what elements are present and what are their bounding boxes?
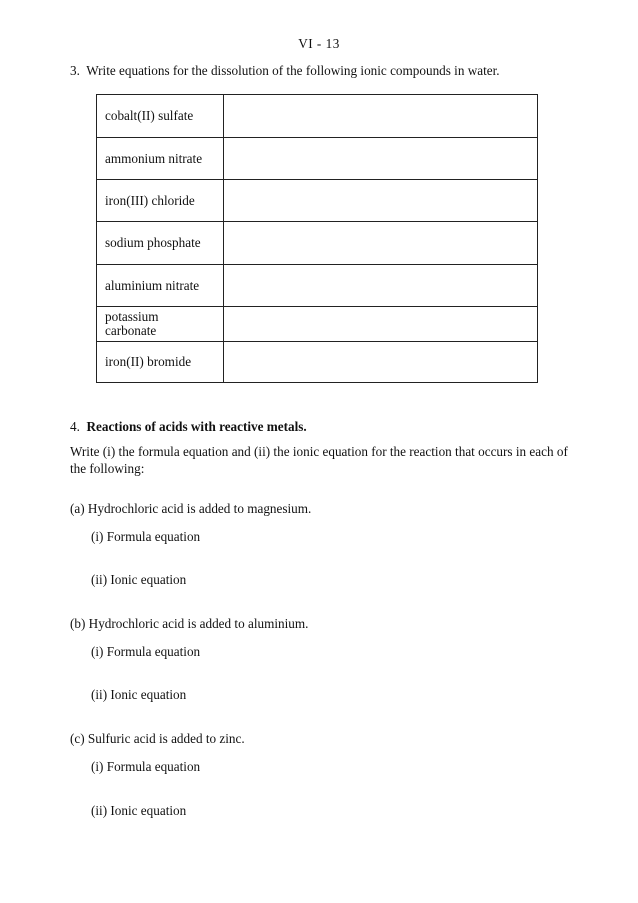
compound-name-text: potassium carbonate — [105, 309, 159, 338]
page-number: VI - 13 — [298, 36, 340, 51]
table-row — [97, 307, 538, 342]
compound-name: cobalt(II) sulfate — [97, 95, 224, 138]
part-a-label: (a) Hydrochloric acid is added to magnesium. — [70, 501, 312, 516]
part-c-ionic-equation: (ii) Ionic equation — [91, 803, 187, 818]
compound-name: iron(III) chloride — [97, 180, 224, 222]
compound-name: iron(II) bromide — [97, 342, 224, 383]
part-c-label: (c) Sulfuric acid is added to zinc. — [70, 731, 245, 746]
question-3-number: 3. — [70, 63, 80, 78]
answer-cell[interactable] — [223, 342, 537, 383]
answer-cell[interactable] — [223, 307, 537, 342]
table-row — [97, 138, 538, 180]
question-3-text: Write equations for the dissolution of the following ionic compounds in water. — [86, 63, 500, 78]
table-row — [97, 342, 538, 383]
answer-cell[interactable] — [223, 138, 537, 180]
answer-cell[interactable] — [223, 180, 537, 222]
answer-cell[interactable] — [223, 265, 537, 307]
answer-cell[interactable] — [223, 95, 537, 138]
part-b-ionic-equation: (ii) Ionic equation — [91, 687, 187, 702]
answer-cell[interactable] — [223, 222, 537, 265]
table-row — [97, 180, 538, 222]
part-b-formula-equation: (i) Formula equation — [91, 644, 201, 659]
part-a-ionic-equation: (ii) Ionic equation — [91, 572, 187, 587]
dissolution-table — [96, 94, 538, 383]
question-4-number: 4. — [70, 419, 80, 434]
question-4-title: Reactions of acids with reactive metals. — [86, 419, 307, 434]
table-row — [97, 222, 538, 265]
part-c-formula-equation: (i) Formula equation — [91, 759, 201, 774]
compound-name: aluminium nitrate — [97, 265, 224, 307]
part-a-formula-equation: (i) Formula equation — [91, 529, 201, 544]
compound-name — [97, 307, 224, 342]
part-b-label: (b) Hydrochloric acid is added to aluminium. — [70, 616, 309, 631]
question-4-intro: Write (i) the formula equation and (ii) the ionic equation for the reaction that occurs in each of the following: — [70, 444, 568, 476]
compound-name: ammonium nitrate — [97, 138, 224, 180]
question-4-heading — [70, 419, 307, 435]
table-row — [97, 265, 538, 307]
compound-name: sodium phosphate — [97, 222, 224, 265]
table-row — [97, 95, 538, 138]
question-3 — [70, 63, 500, 79]
